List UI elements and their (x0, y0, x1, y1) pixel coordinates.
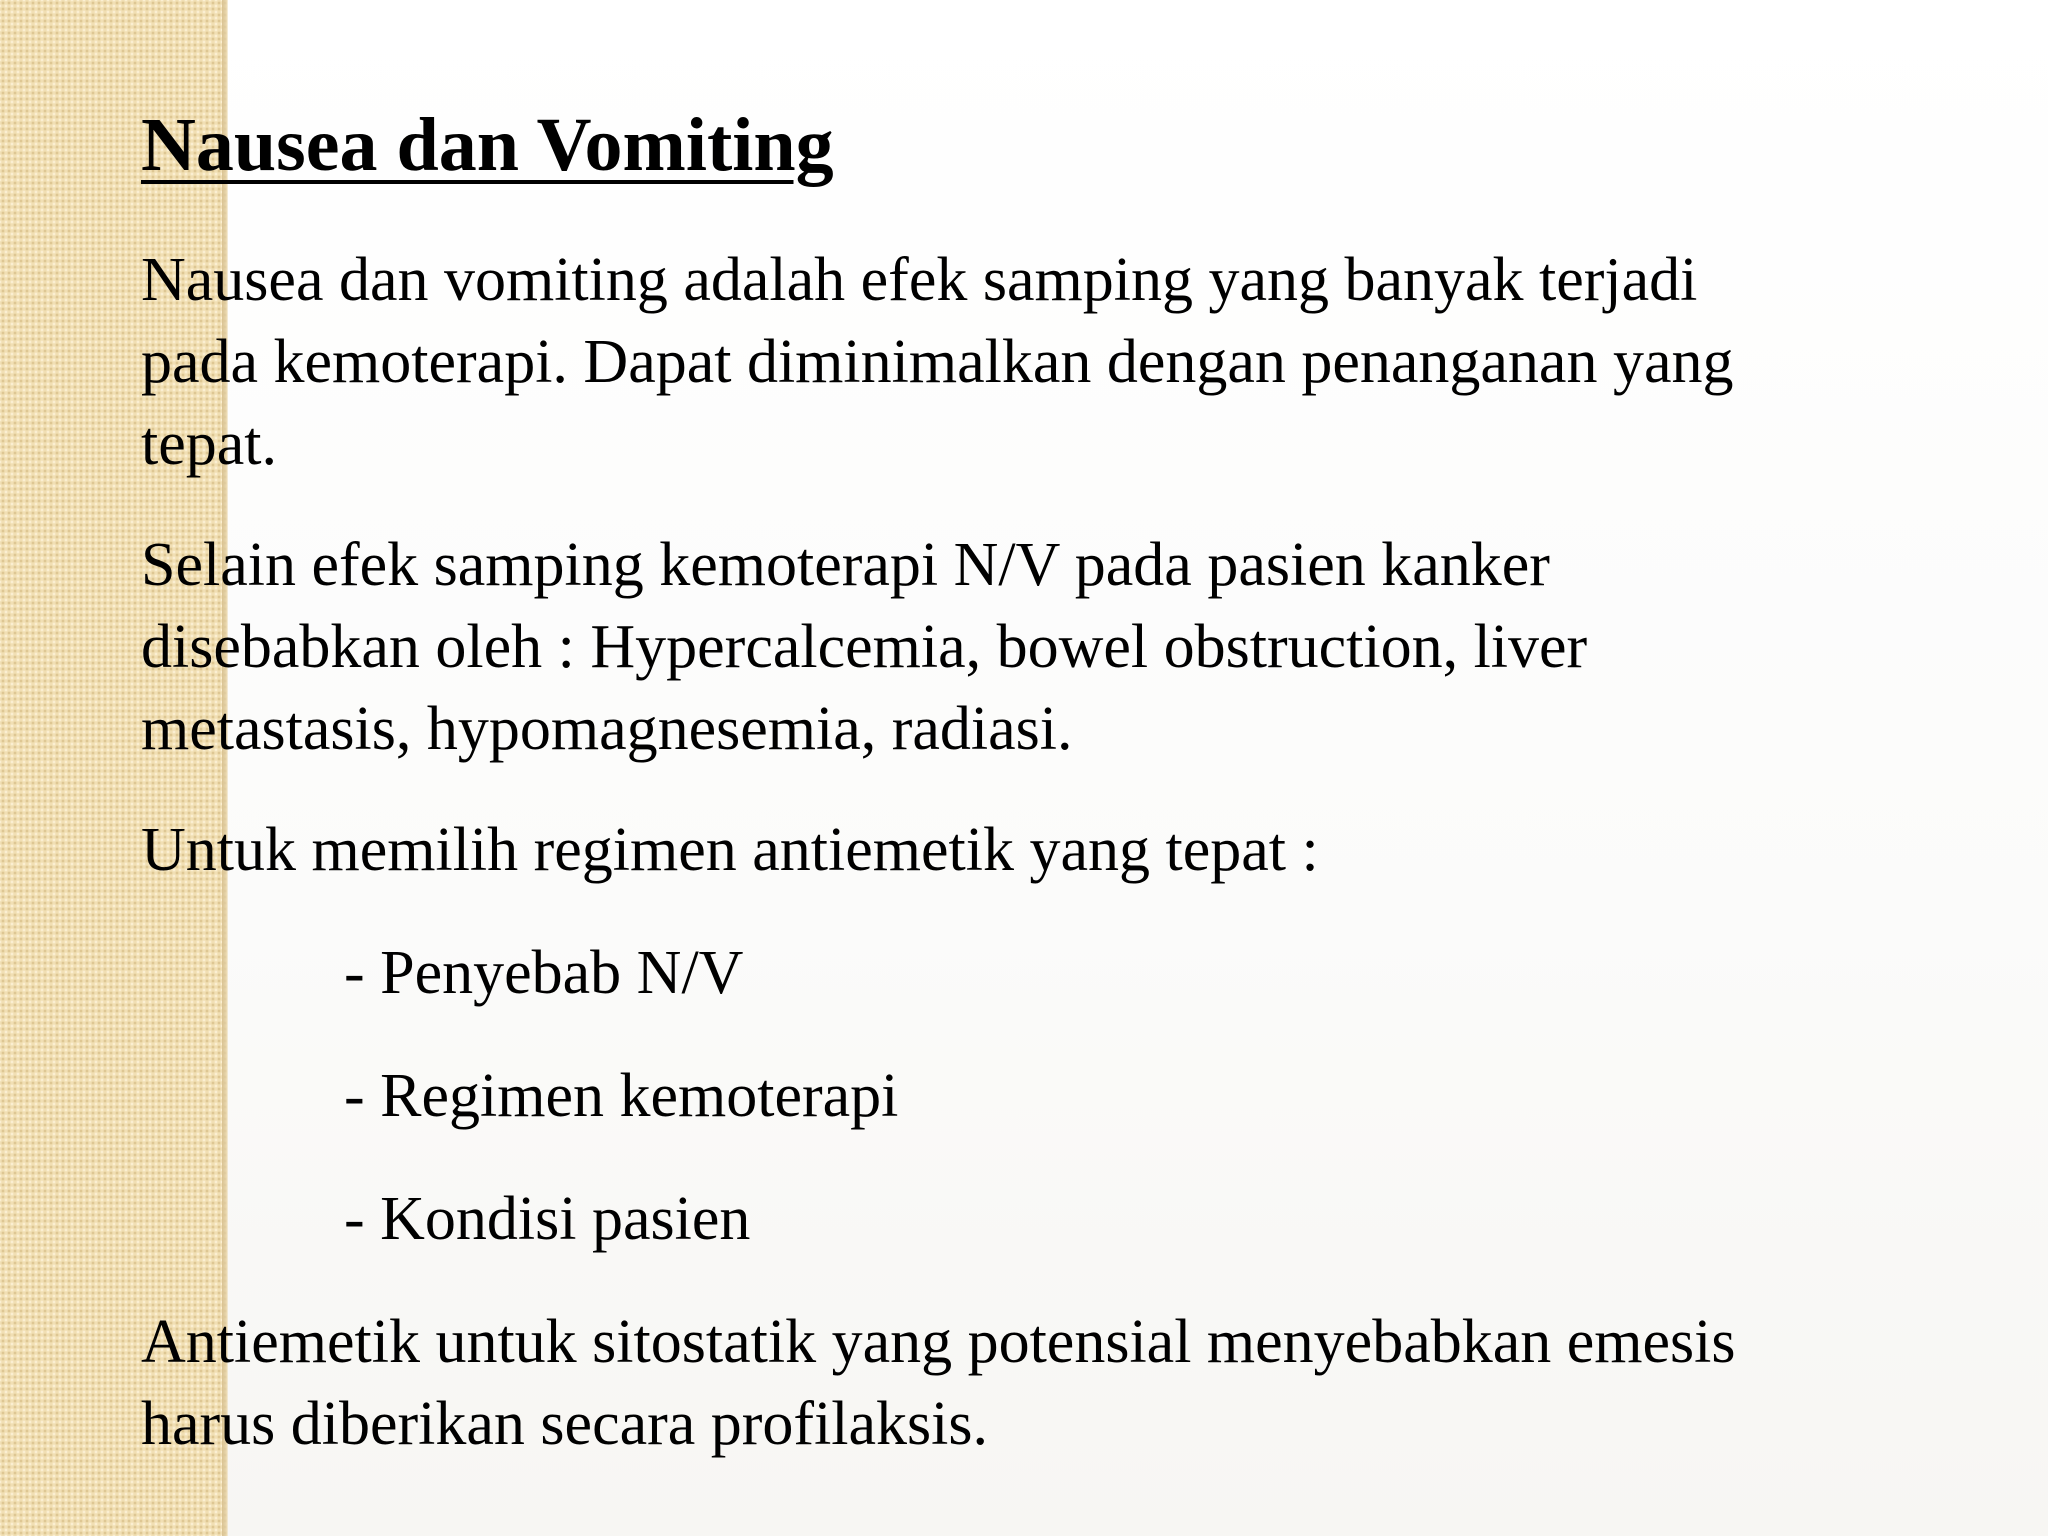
paragraph-line: Selain efek samping kemoterapi N/V pada pasien kanker (141, 531, 1550, 599)
paragraph-line: Untuk memilih regimen antiemetik yang tepat : (141, 816, 1319, 884)
paragraph-regimen-intro (141, 809, 1319, 891)
list-item: - Kondisi pasien (344, 1185, 751, 1253)
paragraph-intro (141, 239, 1733, 485)
paragraph-line: Nausea dan vomiting adalah efek samping yang banyak terjadi (141, 246, 1698, 314)
list-item: - Regimen kemoterapi (344, 1062, 899, 1130)
paragraph-line: pada kemoterapi. Dapat diminimalkan dengan penanganan yang (141, 328, 1734, 396)
paragraph-line: tepat. (141, 410, 277, 478)
paragraph-line: harus diberikan secara profilaksis. (141, 1390, 989, 1458)
slide-title: Nausea dan Vomiting (141, 103, 834, 187)
paragraph-prophylaxis (141, 1301, 1735, 1465)
list-item: - Penyebab N/V (344, 939, 744, 1007)
paragraph-causes (141, 524, 1587, 770)
paragraph-line: disebabkan oleh : Hypercalcemia, bowel obstruction, liver (141, 613, 1588, 681)
paragraph-line: metastasis, hypomagnesemia, radiasi. (141, 695, 1073, 763)
paragraph-line: Antiemetik untuk sitostatik yang potensial menyebabkan emesis (141, 1308, 1736, 1376)
